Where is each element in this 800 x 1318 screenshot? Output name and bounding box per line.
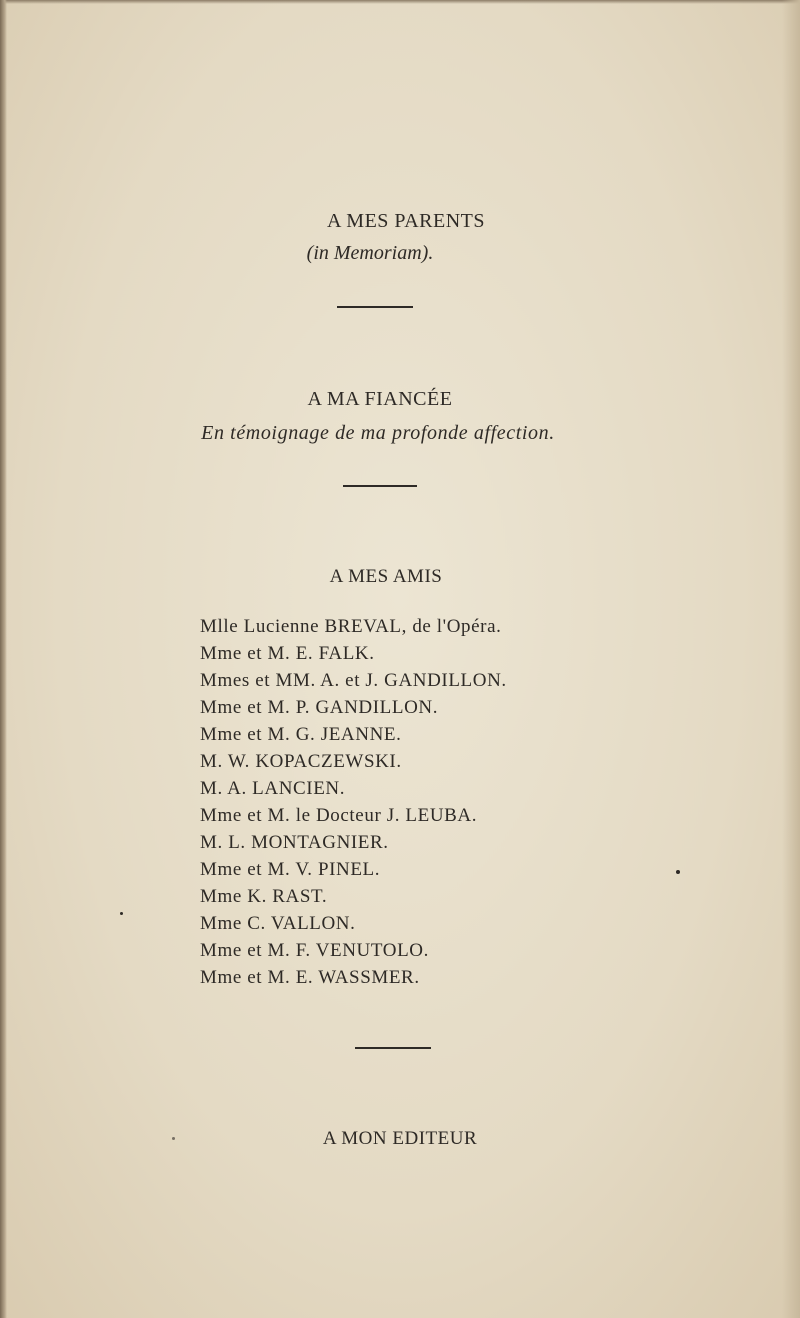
- list-item: Mmes et MM. A. et J. GANDILLON.: [200, 670, 507, 691]
- list-item: Mme et M. F. VENUTOLO.: [200, 940, 429, 961]
- divider-rule-3: [355, 1047, 431, 1049]
- paper-speck: [120, 912, 123, 915]
- parents-heading: A MES PARENTS: [326, 210, 486, 232]
- list-item: M. L. MONTAGNIER.: [200, 832, 389, 853]
- parents-subtitle: (in Memoriam).: [306, 242, 434, 264]
- list-item: Mme K. RAST.: [200, 886, 328, 907]
- page-left-edge: [0, 0, 7, 1318]
- paper-speck: [172, 1137, 175, 1140]
- list-item: M. A. LANCIEN.: [200, 778, 346, 799]
- friends-heading: A MES AMIS: [329, 566, 443, 587]
- fiancee-subtitle: En témoignage de ma profonde affection.: [201, 422, 555, 444]
- list-item: Mme et M. V. PINEL.: [200, 859, 381, 880]
- list-item: Mlle Lucienne BREVAL, de l'Opéra.: [200, 616, 502, 637]
- divider-rule-2: [343, 485, 417, 487]
- list-item: Mme et M. G. JEANNE.: [200, 724, 402, 745]
- editor-heading: A MON EDITEUR: [322, 1128, 478, 1149]
- list-item: M. W. KOPACZEWSKI.: [200, 751, 402, 772]
- fiancee-heading: A MA FIANCÉE: [307, 388, 453, 410]
- page-top-edge: [0, 0, 800, 4]
- list-item: Mme et M. E. WASSMER.: [200, 967, 420, 988]
- divider-rule-1: [337, 306, 413, 308]
- paper-speck: [676, 870, 680, 874]
- page-right-edge: [782, 0, 800, 1318]
- list-item: Mme et M. E. FALK.: [200, 643, 375, 664]
- list-item: Mme C. VALLON.: [200, 913, 356, 934]
- list-item: Mme et M. le Docteur J. LEUBA.: [200, 805, 478, 826]
- list-item: Mme et M. P. GANDILLON.: [200, 697, 439, 718]
